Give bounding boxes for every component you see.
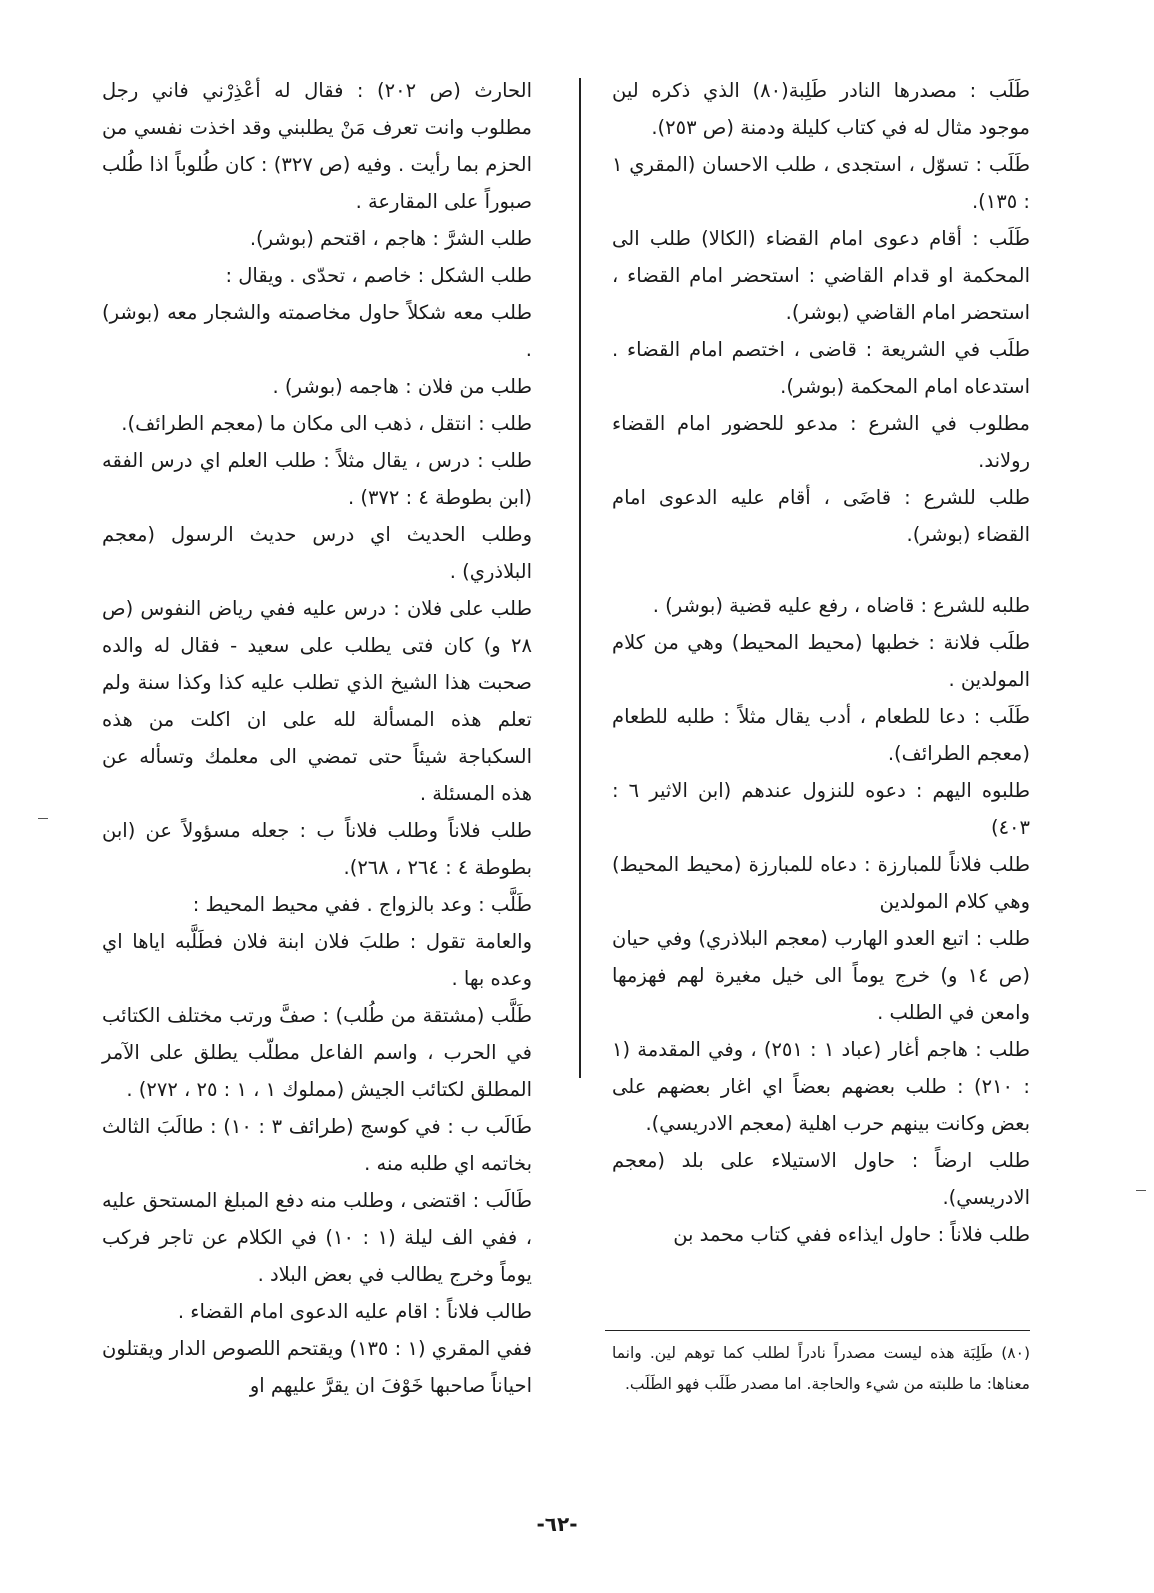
- entry: طلب معه شكلاً حاول مخاصمته والشجار معه (بوشر) .: [102, 301, 532, 361]
- entry: طَلَّب : وعد بالزواج . ففي محيط المحيط :: [192, 893, 532, 916]
- entry: ففي المقري (١ : ١٣٥) ويقتحم اللصوص الدار ويقتلون احياناً صاحبها خَوْفَ ان يقرَّ عليهم او: [102, 1337, 533, 1397]
- entry: طَلَب : دعا للطعام ، أدب يقال مثلاً : طلبه للطعام (معجم الطرائف).: [612, 705, 1030, 765]
- column-divider: [579, 78, 581, 1078]
- entry: طلب ارضاً : حاول الاستيلاء على بلد (معجم الادريسي).: [612, 1149, 1030, 1209]
- left-column: [102, 72, 532, 1404]
- entry: طَلَب : مصدرها النادر طَلِبة(٨٠) الذي ذكره لين موجود مثال له في كتاب كليلة ودمنة (ص ٢٥٣).: [612, 79, 1030, 139]
- entry: طلب للشرع : قاضَى ، أقام عليه الدعوى امام القضاء (بوشر).: [612, 486, 1030, 546]
- entry: طَلَّب (مشتقة من طُلب) : صفَّ ورتب مختلف الكتائب في الحرب ، واسم الفاعل مطلّب يطلق على الآمر المطلق لكتائب الجيش (مملوك ١ ، ١ : ٢٥ ، ٢٧٢) .: [102, 1004, 532, 1101]
- entry: مطلوب في الشرع : مدعو للحضور امام القضاء رولاند.: [612, 412, 1030, 472]
- entry: وطلب الحديث اي درس حديث الرسول (معجم البلاذري) .: [102, 523, 532, 583]
- entry: طلب : هاجم أغار (عباد ١ : ٢٥١) ، وفي المقدمة (١ : ٢١٠) : طلب بعضهم بعضاً اي اغار بعضهم على بعض وكانت بينهم حرب اهلية (معجم الادريسي).: [612, 1038, 1031, 1135]
- entry: طَالَب : اقتضى ، وطلب منه دفع المبلغ المستحق عليه ، ففي الف ليلة (١ : ١٠) في الكلام عن تاجر فركب يوماً وخرج يطالب في بعض البلاد .: [102, 1189, 533, 1286]
- margin-mark: [38, 818, 48, 819]
- entry: طَلَب : تسوّل ، استجدى ، طلب الاحسان (المقري ١ : ١٣٥).: [612, 153, 1030, 213]
- margin-mark: [1136, 1190, 1146, 1191]
- right-column: [612, 72, 1030, 1253]
- entry: والعامة تقول : طلبَ فلان ابنة فلان فطَلَّبه اياها اي وعده بها .: [102, 930, 532, 990]
- entry: طلب فلاناً : حاول ايذاءه ففي كتاب محمد بن: [673, 1223, 1030, 1246]
- entry: طلب فلاناً وطلب فلاناً ب : جعله مسؤولاً عن (ابن بطوطة ٤ : ٢٦٤ ، ٢٦٨).: [102, 819, 532, 879]
- page-number: -٦٢-: [536, 1512, 578, 1536]
- entry: طلب الشرَّ : هاجم ، اقتحم (بوشر).: [249, 227, 532, 250]
- entry: طَلَب : أقام دعوى امام القضاء (الكالا) طلب الى المحكمة او قدام القاضي : استحضر امام القضاء ، استحضر امام القاضي (بوشر).: [612, 227, 1030, 324]
- entry: طلب فلاناً للمبارزة : دعاه للمبارزة (محيط المحيط) وهي كلام المولدين: [612, 853, 1030, 913]
- entry: طلب على فلان : درس عليه ففي رياض النفوس (ص ٢٨ و) كان فتى يطلب على سعيد - فقال له والده صحبت هذا الشيخ الذي تطلب عليه كذا وكذا سنة ولم تعلم هذه المسألة لله على ان اكلت من هذه السكباجة شيئاً حتى تمضي الى معلمك وتسأله عن هذه المسئلة .: [102, 597, 532, 805]
- entry: طلب : اتبع العدو الهارب (معجم البلاذري) وفي حيان (ص ١٤ و) خرج يوماً الى خيل مغيرة لهم فهزمها وامعن في الطلب .: [612, 927, 1030, 1024]
- entry: طلَب فلانة : خطبها (محيط المحيط) وهي من كلام المولدين .: [612, 631, 1030, 691]
- footnote: (٨٠) طَلِبَة هذه ليست مصدراً نادراً لطلب كما توهم لين. وانما معناها: ما طلبته من شيء والحاجة. اما مصدر طَلَب فهو الطَلَب.: [612, 1344, 1030, 1393]
- entry: طلب الشكل : خاصم ، تحدّى . ويقال :: [225, 264, 532, 287]
- entry: طلب : انتقل ، ذهب الى مكان ما (معجم الطرائف).: [121, 412, 532, 435]
- entry: طَالَب ب : في كوسج (طرائف ٣ : ١٠) : طالَبَ الثالث بخاتمه اي طلبه منه .: [102, 1115, 532, 1175]
- entry: طلب من فلان : هاجمه (بوشر) .: [272, 375, 532, 398]
- entry: طالب فلاناً : اقام عليه الدعوى امام القضاء .: [177, 1300, 532, 1323]
- entry: طلب : درس ، يقال مثلاً : طلب العلم اي درس الفقه (ابن بطوطة ٤ : ٣٧٢) .: [102, 449, 532, 509]
- entry: طلَب في الشريعة : قاضى ، اختصم امام القضاء . استدعاه امام المحكمة (بوشر).: [612, 338, 1030, 398]
- entry: طلبه للشرع : قاضاه ، رفع عليه قضية (بوشر) .: [652, 594, 1030, 617]
- entry: طلبوه اليهم : دعوه للنزول عندهم (ابن الاثير ٦ : ٤٠٣): [612, 779, 1030, 839]
- entry: الحارث (ص ٢٠٢) : فقال له أعْذِرْني فاني رجل مطلوب وانت تعرف مَنْ يطلبني وقد اخذت نفسي من الحزم بما رأيت . وفيه (ص ٣٢٧) : كان طُلوباً اذا طُلب صبوراً على المقارعة .: [102, 79, 532, 213]
- footnote-rule: [605, 1330, 1030, 1331]
